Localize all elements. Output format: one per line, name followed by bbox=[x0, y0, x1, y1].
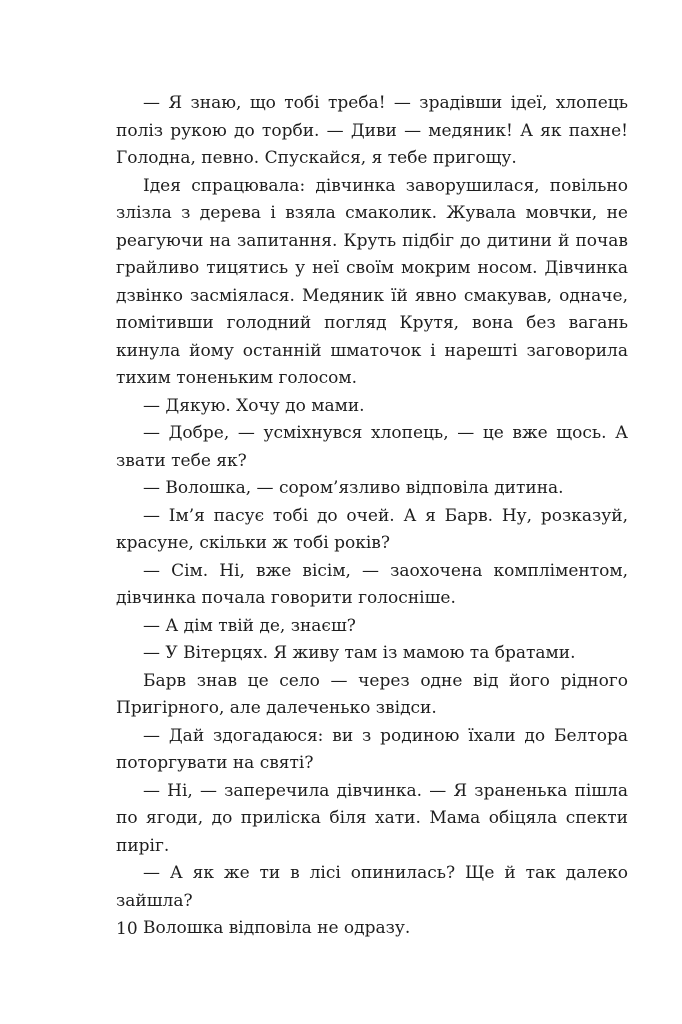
paragraph: — Сім. Ні, вже вісім, — заохочена компліментом, дівчинка почала говорити голосніше. bbox=[116, 560, 628, 608]
paragraph: — Ім’я пасує тобі до очей. А я Барв. Ну, розказуй, красуне, скільки ж тобі років? bbox=[116, 505, 628, 553]
paragraph: — У Вітерцях. Я живу там із мамою та братами. bbox=[143, 643, 576, 663]
page-body bbox=[116, 90, 628, 943]
paragraph: — Волошка, — сором’язливо відповіла дитина. bbox=[143, 478, 564, 498]
paragraph: — Дякую. Хочу до мами. bbox=[143, 395, 365, 416]
paragraph: Ідея спрацювала: дівчинка заворушилася, повільно злізла з дерева і взяла смаколик. Жувала мовчки, не реагуючи на запитання. Круть підбіг до дитини й почав грайливо тицятись у неї своїм мокрим носом. Дівчинка дзвінко засміялася. Медяник їй явно смакував, одначе, помітивши голодний погляд Крутя, вона без вагань кинула йому останній шматочок і нарешті заговорила тихим тоненьким голосом. bbox=[116, 175, 628, 388]
page-number: 10 bbox=[116, 919, 138, 939]
paragraph: — А дім твій де, знаєш? bbox=[143, 615, 356, 636]
paragraph: Волошка відповіла не одразу. bbox=[143, 918, 411, 938]
paragraph: — Добре, — усміхнувся хлопець, — це вже щось. А звати тебе як? bbox=[116, 423, 628, 471]
paragraph: — Ні, — заперечила дівчинка. — Я зраненька пішла по ягоди, до приліска біля хати. Мама обіцяла спекти пиріг. bbox=[116, 780, 628, 856]
paragraph: — Я знаю, що тобі треба! — зрадівши ідеї, хлопець поліз рукою до торби. — Диви — медяник! А як пахне! Голодна, певно. Спускайся, я тебе пригощу. bbox=[116, 93, 628, 168]
paragraph: — А як же ти в лісі опинилась? Ще й так далеко зайшла? bbox=[116, 863, 628, 911]
paragraph: — Дай здогадаюся: ви з родиною їхали до Белтора поторгувати на святі? bbox=[116, 725, 628, 773]
paragraph: Барв знав це село — через одне від його рідного Пригірного, але далеченько звідси. bbox=[116, 670, 628, 718]
